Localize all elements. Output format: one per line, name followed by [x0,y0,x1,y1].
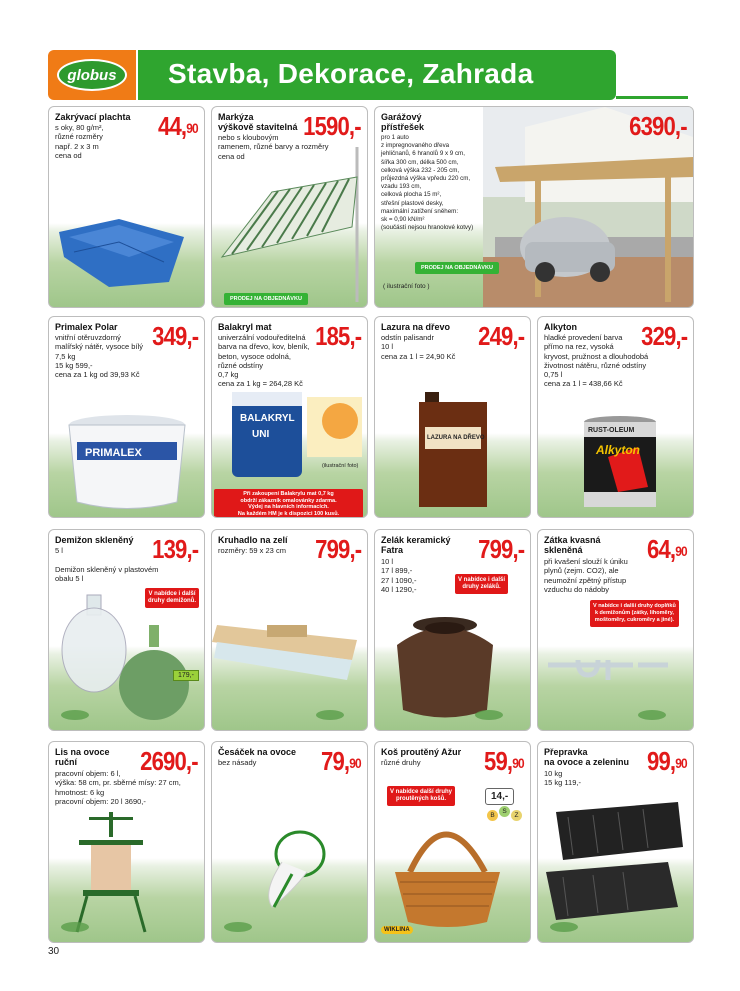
brand-stamp [638,710,666,720]
product-desc: 10 l 17 l 899,- 27 l 1090,- 40 l 1290,- [381,557,417,594]
product-card-plachta[interactable] [48,106,205,308]
can-label: Alkyton [596,443,641,457]
alkyton-can-image [538,317,693,517]
letter-s: S [499,806,510,817]
product-name: Kruhadlo na zelí [218,535,288,545]
promo-note: V nabídce i další druhy demižonů. [145,588,199,608]
product-name: Lis na ovoce ruční [55,747,110,767]
product-desc: pro 1 auto z impregnovaného dřeva jehličnanů, 6 hranolů 9 x 9 cm, šířka 300 cm, délka 500 cm, celková výška 232 - 205 cm, průjezdná výška vpředu 220 cm, vzadu 193 cm, celková plocha 15 m², střešní plastové desky, maximální zatížení sněhem: sk = 0,90 kN/m² (součástí nejsou hranolové kotvy) [381,134,474,232]
page-title: Stavba, Dekorace, Zahrada [168,58,534,89]
product-name: Zakrývací plachta [55,112,131,122]
product-desc: rozměry: 59 x 23 cm [218,546,286,555]
product-name: Markýza výškově stavitelná [218,112,298,132]
product-name: Primalex Polar [55,322,118,332]
promo-note: V nabídce i další druhy zeláků. [455,574,508,594]
product-card-kruhadlo[interactable] [211,529,368,731]
product-price: 139,- [151,534,198,564]
page-header [48,50,688,100]
title-bar [138,50,616,100]
product-price: 6390,- [629,111,687,141]
can-brand: RUST-OLEUM [588,427,635,434]
crate-image [538,742,693,942]
product-name: Zátka kvasná skleněná [544,535,601,555]
promo-note: Při zakoupení Balakrylu mat 0,7 kg obdrží zákazník omalovánky zdarma. Výdej na hlavních informacích. Na každém HM je k dispozici 100 kusů. [214,489,363,518]
product-card-lazura[interactable] [374,316,531,518]
tarp-image [49,107,204,307]
product-desc: hladké provedení barva přímo na rez, vysoká kryvost, pružnost a dlouhodobá životnost nátěru, různé odstíny 0,75 l cena za 1 l = 438,66 Kč [544,333,649,389]
ceramic-crock-image [375,530,530,730]
letter-b: B [487,810,498,821]
product-price: 59,90 [484,746,524,776]
product-desc: 10 kg 15 kg 119,- [544,769,581,788]
price-badge: 14,- [485,788,514,805]
product-card-balakryl[interactable] [211,316,368,518]
can-label: BALAKRYL [240,413,295,424]
brand-logo: WIKLINA [381,926,413,934]
product-desc: s oky, 80 g/m², různé rozměry např. 2 x 3 m cena od [55,123,104,160]
product-desc: odstín palisandr 10 l cena za 1 l = 24,90 Kč [381,333,456,361]
product-name: Balakryl mat [218,322,272,332]
product-card-kos[interactable] [374,741,531,943]
product-name: Garážový přístřešek [381,112,425,132]
order-badge: PRODEJ NA OBJEDNÁVKU [415,262,499,274]
product-name: Koš proutěný Ažur [381,747,462,757]
product-name: Zelák keramický Fatra [381,535,451,555]
product-name: Přepravka na ovoce a zeleninu [544,747,630,767]
canister-label: LAZURA NA DŘEVO [427,435,485,441]
product-price: 99,90 [647,746,687,776]
product-name: Demižon skleněný [55,535,134,545]
product-card-prepravka[interactable] [537,741,694,943]
product-card-alkyton[interactable] [537,316,694,518]
product-card-zatka[interactable] [537,529,694,731]
product-desc: univerzální vodouředitelná barva na dřevo, kov, bleník, beton, vysoce odolná, různé odstíny 0,7 kg cena za 1 kg = 264,28 Kč [218,333,310,389]
promo-note: V nabídce i další druhy doplňků k demižonům (zátky, lihoměry, moštoměry, cukroměry a jiné). [590,600,679,627]
product-card-cesacek[interactable] [211,741,368,943]
airlock-image [538,530,693,730]
product-price: 79,90 [321,746,361,776]
product-card-lis[interactable] [48,741,205,943]
fruit-picker-image [212,742,367,942]
product-card-pristresek[interactable] [374,106,694,308]
demijohn-image [49,530,204,730]
product-card-markyza[interactable] [211,106,368,308]
product-price: 64,90 [647,534,687,564]
product-price: 349,- [151,321,198,351]
product-desc: vnitřní otěruvzdorný malířský nátěr, vysoce bílý 7,5 kg 15 kg 599,- cena za 1 kg od 39,93 Kč [55,333,143,380]
product-price: 329,- [640,321,687,351]
product-desc: nebo s kloubovým ramenem, různé barvy a rozměry cena od [218,133,329,161]
product-name: Lazura na dřevo [381,322,451,332]
product-price: 799,- [477,534,524,564]
product-desc: bez násady [218,758,257,767]
brand-stamp [61,710,89,720]
product-card-primalex[interactable] [48,316,205,518]
product-desc: pracovní objem: 6 l, výška: 58 cm, pr. sběrné mísy: 27 cm, hmotnost: 6 kg pracovní objem: 20 l 3690,- [55,769,181,806]
brand-stamp [61,922,89,932]
product-price: 185,- [314,321,361,351]
product-price: 44,90 [158,111,198,141]
can-label-2: UNI [252,429,270,440]
brand-stamp [224,922,252,932]
letter-z: Z [511,810,522,821]
product-price: 799,- [314,534,361,564]
lazura-canister-image [375,317,530,517]
illustration-note: ( ilustrační foto ) [383,283,430,290]
product-name: Alkyton [544,322,578,332]
product-price: 1590,- [303,111,361,141]
price-tag: 179,- [173,670,199,681]
awning-image [212,107,367,307]
cabbage-shredder-image [212,530,367,730]
product-desc: různé druhy [381,758,421,767]
product-desc: 5 l Demižon skleněný v plastovém obalu 5 l [55,546,159,583]
brand-stamp [475,710,503,720]
product-card-zelak[interactable] [374,529,531,731]
product-card-demizon[interactable] [48,529,205,731]
logo-text: globus [57,59,127,91]
illustration-note: (ilustrační foto) [322,463,359,469]
promo-note: V nabídce další druhy proutěných košů. [387,786,455,806]
header-divider [616,96,688,99]
product-desc: při kvašení slouží k úniku plynů (zejm. CO2), ale neumožní zpětný přístup vzduchu do nádoby [544,557,628,594]
product-name: Česáček na ovoce [218,747,297,757]
bucket-label: PRIMALEX [85,447,142,459]
brand-stamp [550,922,578,932]
wicker-basket-image [375,742,530,942]
paint-bucket-image [49,317,204,517]
page-number: 30 [48,946,60,957]
product-price: 249,- [477,321,524,351]
product-price: 2690,- [140,746,198,776]
brand-stamp [316,710,344,720]
order-badge: PRODEJ NA OBJEDNÁVKU [224,293,308,305]
globus-logo [48,50,136,100]
fruit-press-image [49,742,204,942]
